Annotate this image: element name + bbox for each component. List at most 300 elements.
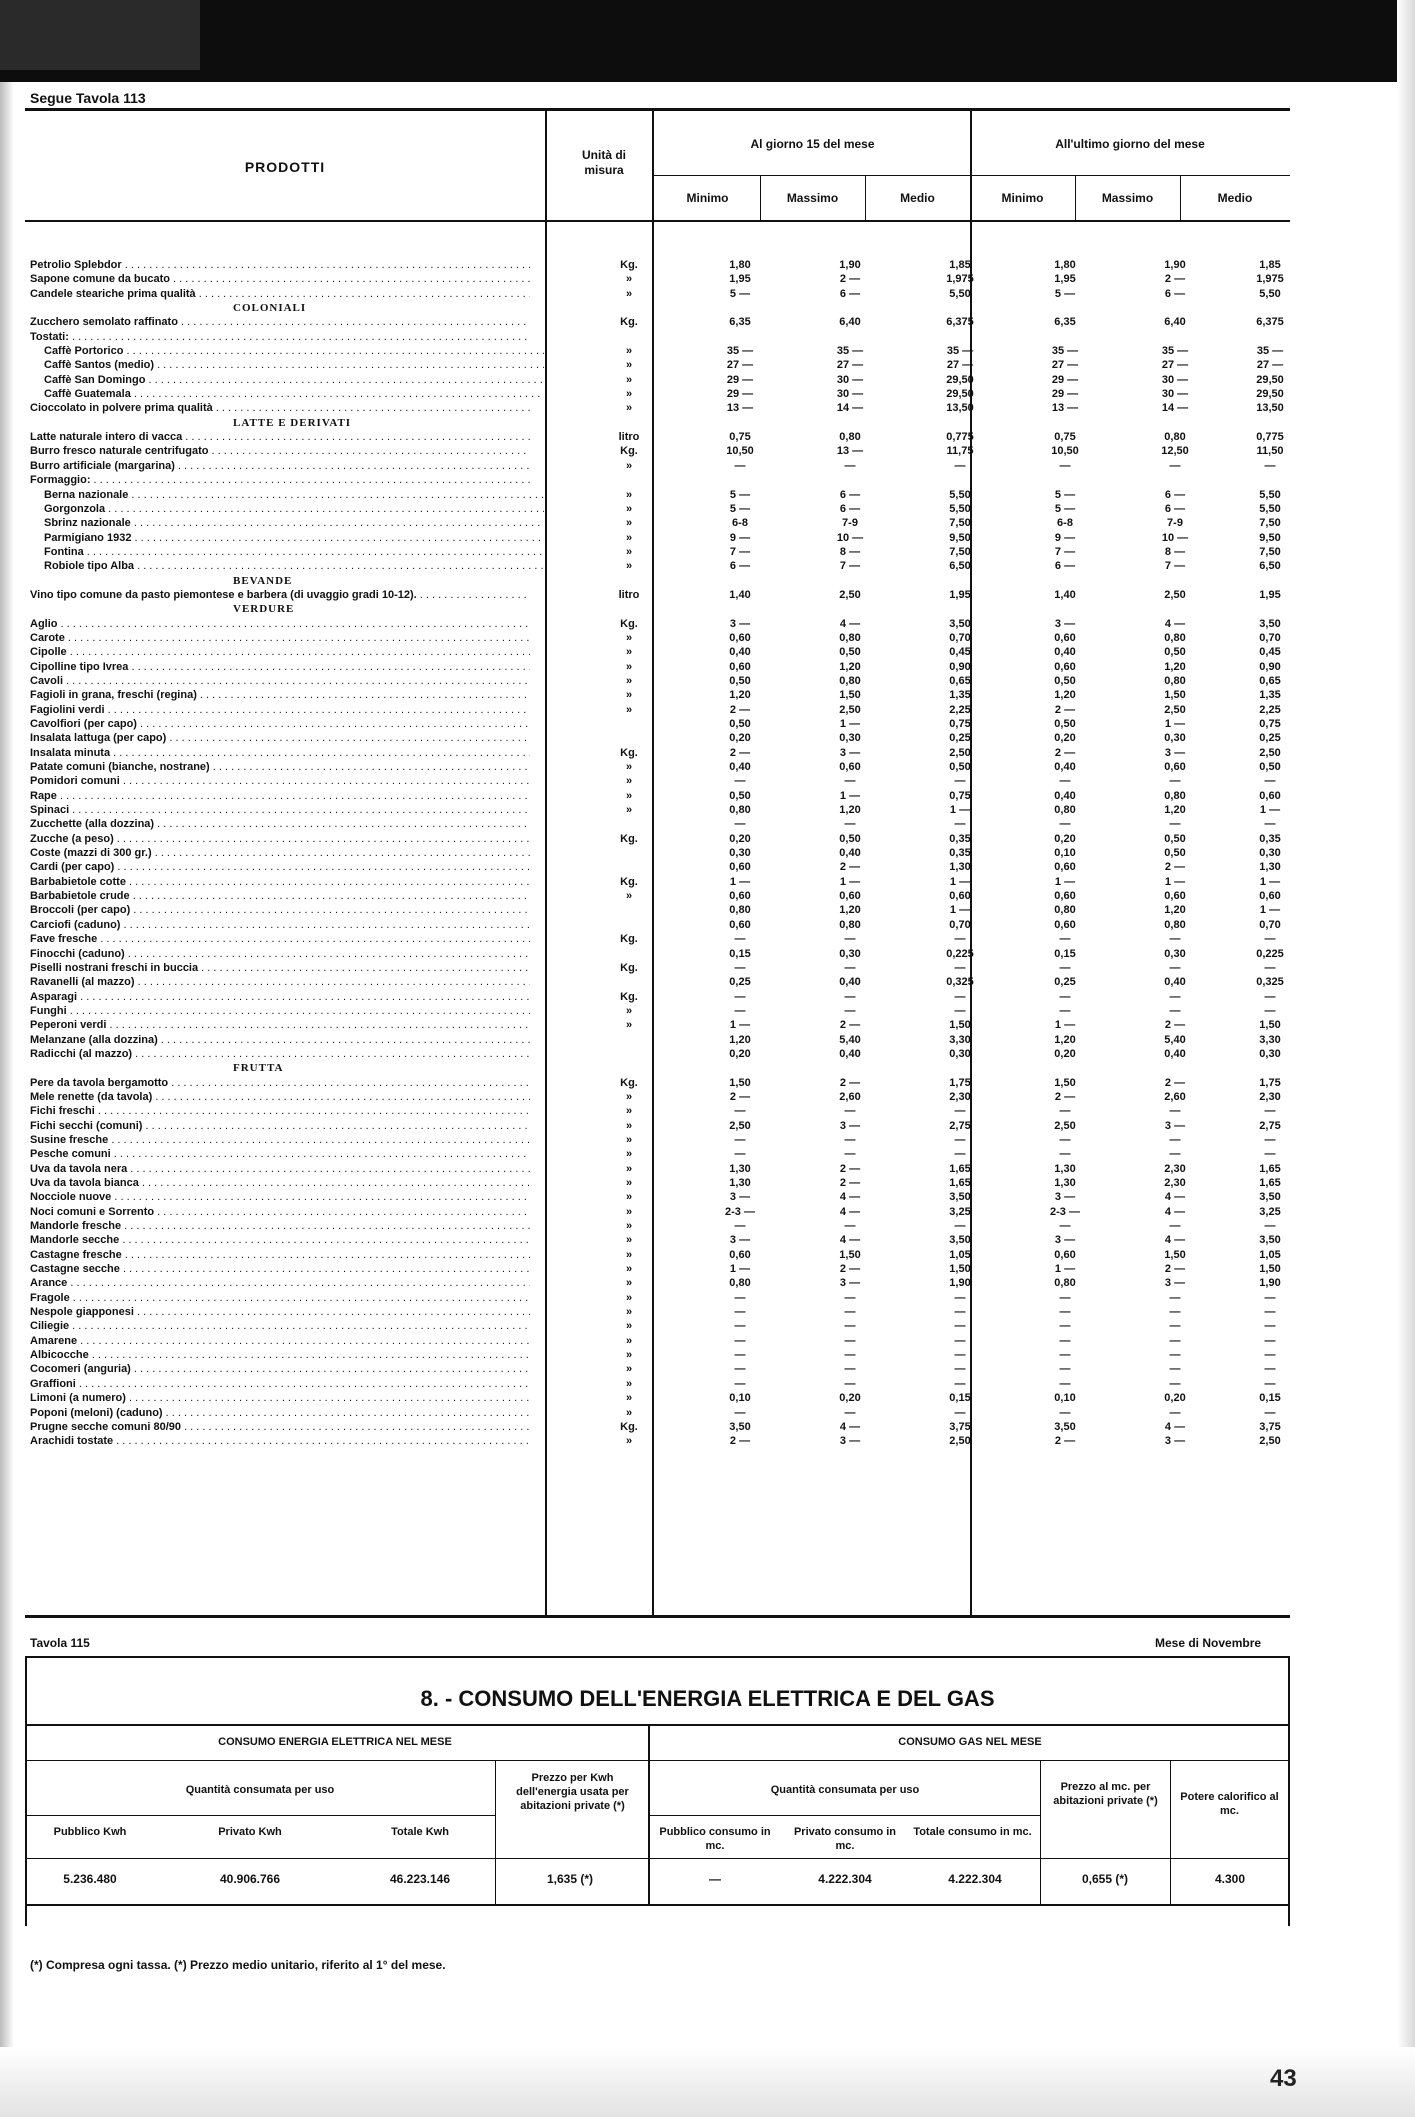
product-name: Cardi (per capo) . . .: [30, 860, 530, 874]
value-min-15: 0,25: [729, 976, 751, 989]
value-max-last: 30 —: [1161, 373, 1189, 386]
value-max-15: 3 —: [839, 1435, 861, 1448]
value-max-last: —: [1169, 933, 1181, 946]
elec-price-rule: [495, 1761, 496, 1904]
value-min-15: —: [734, 1004, 746, 1017]
value-min-last: 2 —: [1054, 746, 1076, 759]
value-min-15: 0,40: [729, 646, 751, 659]
product-name: Caffè Guatemala . . .: [30, 387, 544, 401]
table-row: [30, 746, 1292, 760]
value-avg-15: —: [954, 775, 966, 788]
elec-cols-rule: [26, 1815, 496, 1816]
product-name: Mele renette (da tavola) . . .: [30, 1090, 530, 1104]
value-min-last: 29 —: [1051, 388, 1079, 401]
value-min-last: 1,30: [1054, 1177, 1076, 1189]
value-avg-last: —: [1264, 1220, 1276, 1233]
product-name: Carote . . .: [30, 631, 530, 645]
table-row: [30, 430, 1292, 444]
product-name: Peperoni verdi . . .: [30, 1018, 530, 1032]
value-max-15: 35 —: [836, 345, 864, 358]
unit-cell: »: [625, 1105, 633, 1118]
product-name: Caffè Portorico . . .: [30, 344, 544, 358]
value-min-last: 7 —: [1054, 545, 1076, 558]
table-row: [30, 258, 1292, 272]
value-min-last: 0,20: [1054, 832, 1076, 845]
table-row: [30, 1233, 1292, 1247]
table-row: [30, 1305, 1292, 1319]
elec-value-price: 1,635 (*): [546, 1872, 594, 1886]
value-avg-15: 29,50: [946, 388, 974, 401]
value-avg-15: 1,975: [946, 273, 974, 286]
value-max-last: 35 —: [1161, 345, 1189, 358]
elec-col-public: Pubblico Kwh: [53, 1826, 127, 1838]
energy-bottom-rule: [25, 1904, 1290, 1906]
value-min-15: 2-3 —: [725, 1205, 755, 1218]
table-top-rule: [25, 108, 1290, 111]
section-heading: [30, 1061, 1292, 1075]
product-name: Nocciole nuove . . .: [30, 1190, 530, 1204]
value-min-15: —: [734, 1291, 746, 1304]
value-min-15: —: [734, 775, 746, 788]
value-max-15: 2,50: [839, 588, 861, 601]
value-max-15: 8 —: [839, 545, 861, 558]
table-row: [30, 789, 1292, 803]
value-min-last: —: [1059, 818, 1071, 831]
value-max-last: 1,20: [1164, 660, 1186, 673]
value-avg-15: 5,50: [949, 502, 971, 515]
value-max-15: 2,60: [839, 1090, 861, 1103]
table-row: [30, 1176, 1292, 1190]
unit-cell: Kg.: [620, 961, 638, 974]
unit-cell: Kg.: [620, 1420, 638, 1433]
value-max-last: 7-9: [1167, 517, 1183, 530]
value-max-last: 3 —: [1164, 1119, 1186, 1132]
unit-cell: »: [625, 502, 633, 515]
unit-cell: »: [625, 1220, 633, 1233]
product-name: Petrolio Splebdor . . .: [30, 258, 530, 272]
section-label: BEVANDE: [233, 574, 293, 587]
value-max-15: 1 —: [839, 718, 861, 730]
value-avg-15: 1,85: [949, 259, 971, 271]
product-name: Pomidori comuni . . .: [30, 774, 530, 788]
month-label: Mese di Novembre: [1155, 1636, 1262, 1650]
value-avg-15: 2,50: [949, 1435, 971, 1448]
section-label: LATTE E DERIVATI: [233, 416, 352, 429]
scan-bottom-edge: [0, 2047, 1415, 2117]
value-max-15: 4 —: [839, 1420, 861, 1433]
product-name: Fontina . . .: [30, 545, 544, 559]
value-max-15: 7-9: [842, 517, 858, 530]
value-avg-15: 0,70: [949, 918, 971, 931]
value-avg-last: 3,50: [1259, 617, 1281, 630]
table-row: [30, 516, 1292, 530]
value-avg-last: 0,70: [1259, 631, 1281, 644]
value-max-last: —: [1169, 1148, 1181, 1161]
value-min-15: 13 —: [726, 402, 754, 415]
value-max-15: 0,40: [839, 976, 861, 989]
table-bottom-rule: [25, 1615, 1290, 1618]
value-max-last: 2,60: [1164, 1090, 1186, 1103]
product-name: Burro fresco naturale centrifugato . . .: [30, 444, 530, 458]
value-min-15: —: [734, 1105, 746, 1118]
unit-cell: »: [625, 631, 633, 644]
value-avg-15: 6,50: [949, 560, 971, 573]
section-heading: [30, 301, 1292, 315]
value-min-last: 13 —: [1051, 402, 1079, 415]
energy-top-rule: [25, 1656, 1290, 1658]
table-row: [30, 1262, 1292, 1276]
elec-col-private: Privato Kwh: [218, 1826, 282, 1838]
value-avg-last: —: [1264, 1105, 1276, 1118]
unit-cell: »: [625, 1320, 633, 1333]
value-avg-last: 0,45: [1259, 646, 1281, 659]
value-avg-15: —: [954, 1334, 966, 1347]
header-min-last: Minimo: [1001, 191, 1044, 205]
value-max-15: 6 —: [839, 488, 861, 501]
value-avg-last: 0,60: [1259, 789, 1281, 802]
value-max-last: —: [1169, 1377, 1181, 1390]
product-name: Caffè San Domingo . . .: [30, 373, 544, 387]
unit-cell: »: [625, 1234, 633, 1247]
value-min-15: 0,60: [729, 890, 751, 903]
value-avg-last: —: [1264, 1406, 1276, 1419]
value-max-15: —: [844, 961, 856, 974]
value-avg-last: 2,25: [1259, 703, 1281, 716]
unit-cell: »: [625, 1019, 633, 1032]
product-name: Susine fresche . . .: [30, 1133, 530, 1147]
unit-cell: »: [625, 359, 633, 372]
table-row: [30, 975, 1292, 989]
value-min-15: 0,20: [729, 832, 751, 845]
table-row: [30, 545, 1292, 559]
product-name: Aglio . . .: [30, 617, 530, 631]
value-max-last: —: [1169, 818, 1181, 831]
value-max-15: 0,30: [839, 947, 861, 960]
value-max-15: —: [844, 1320, 856, 1333]
value-avg-15: 3,50: [949, 1191, 971, 1204]
value-max-last: 1,20: [1164, 804, 1186, 817]
value-min-15: 35 —: [726, 345, 754, 358]
value-avg-last: 11,50: [1256, 445, 1284, 458]
value-min-last: 1,20: [1054, 689, 1076, 702]
value-avg-last: 5,50: [1259, 287, 1281, 300]
value-min-last: 3,50: [1054, 1420, 1076, 1433]
product-name: Fagioli in grana, freschi (regina) . . .: [30, 688, 530, 702]
value-min-15: 2 —: [729, 746, 751, 759]
value-max-15: 2 —: [839, 861, 861, 874]
gas-value-total: 4.222.304: [948, 1872, 1002, 1886]
value-avg-last: —: [1264, 933, 1276, 946]
product-name: Cavolfiori (per capo) . . .: [30, 717, 530, 731]
table-row: [30, 703, 1292, 717]
product-name: Poponi (meloni) (caduno) . . .: [30, 1406, 530, 1420]
value-max-15: 0,80: [839, 674, 861, 687]
value-avg-15: 0,225: [946, 947, 974, 960]
value-max-15: 0,80: [839, 631, 861, 644]
value-max-15: 27 —: [836, 359, 864, 372]
table-row: [30, 444, 1292, 458]
value-max-15: —: [844, 818, 856, 831]
value-min-last: —: [1059, 1306, 1071, 1319]
value-max-15: —: [844, 775, 856, 788]
value-avg-15: —: [954, 1291, 966, 1304]
value-avg-last: 1,65: [1259, 1177, 1281, 1189]
unit-cell: »: [625, 1191, 633, 1204]
value-min-last: 10,50: [1051, 445, 1079, 458]
value-max-15: —: [844, 1133, 856, 1146]
value-min-15: 0,80: [729, 1277, 751, 1290]
unit-cell: »: [625, 775, 633, 788]
energy-subhead-rule: [25, 1760, 1290, 1761]
value-max-last: 27 —: [1161, 359, 1189, 372]
value-min-15: 7 —: [729, 545, 751, 558]
value-max-15: 2 —: [839, 1263, 861, 1276]
product-name: Mandorle secche . . .: [30, 1233, 530, 1247]
gas-value-price: 0,655 (*): [1081, 1872, 1129, 1886]
value-min-last: 6 —: [1054, 560, 1076, 573]
gas-value-private: 4.222.304: [818, 1872, 872, 1886]
header-products: PRODOTTI: [244, 159, 326, 175]
value-avg-15: —: [954, 1377, 966, 1390]
table-row: [30, 1248, 1292, 1262]
value-avg-15: 5,50: [949, 287, 971, 300]
value-avg-15: 2,50: [949, 746, 971, 759]
value-max-last: 30 —: [1161, 388, 1189, 401]
value-max-last: 1,20: [1164, 904, 1186, 917]
value-min-15: 0,60: [729, 631, 751, 644]
value-min-15: 1,50: [729, 1076, 751, 1089]
table-row: [30, 1147, 1292, 1161]
value-min-last: 9 —: [1054, 531, 1076, 544]
product-name: Barbabietole crude . . .: [30, 889, 530, 903]
value-min-last: 3 —: [1054, 1191, 1076, 1204]
value-min-last: —: [1059, 961, 1071, 974]
value-avg-last: 0,75: [1259, 718, 1281, 730]
elec-value-private: 40.906.766: [219, 1872, 281, 1886]
table-row: [30, 531, 1292, 545]
value-min-15: 1,20: [729, 689, 751, 702]
value-min-last: 1,20: [1054, 1033, 1076, 1046]
value-min-last: —: [1059, 990, 1071, 1003]
unit-cell: »: [625, 1392, 633, 1405]
unit-cell: »: [625, 1004, 633, 1017]
value-max-15: —: [844, 1377, 856, 1390]
value-max-last: 6,40: [1164, 316, 1186, 329]
table-row: [30, 1319, 1292, 1333]
value-min-15: 6,35: [729, 316, 751, 329]
value-avg-last: 0,65: [1259, 674, 1281, 687]
value-avg-15: 3,30: [949, 1033, 971, 1046]
value-max-last: 0,60: [1164, 890, 1186, 903]
product-name: Burro artificiale (margarina) . . .: [30, 459, 530, 473]
product-name: Patate comuni (bianche, nostrane) . . .: [30, 760, 530, 774]
value-min-last: 6,35: [1054, 316, 1076, 329]
value-max-15: 0,20: [839, 1392, 861, 1405]
energy-header-rule: [25, 1724, 1290, 1726]
page-number: 43: [1270, 2065, 1297, 2092]
product-name: Ravanelli (al mazzo) . . .: [30, 975, 530, 989]
table-row: [30, 488, 1292, 502]
value-avg-last: 1,90: [1259, 1277, 1281, 1290]
value-max-last: —: [1169, 1349, 1181, 1362]
table-row: [30, 588, 1292, 602]
value-min-15: 27 —: [726, 359, 754, 372]
value-max-15: 0,40: [839, 1047, 861, 1060]
value-min-last: 1,95: [1054, 273, 1076, 286]
section-heading: [30, 574, 1292, 588]
value-min-last: 0,10: [1054, 1392, 1076, 1405]
value-avg-15: —: [954, 1105, 966, 1118]
value-max-last: 3 —: [1164, 746, 1186, 759]
value-min-last: 1,50: [1054, 1076, 1076, 1089]
unit-cell: »: [625, 273, 633, 286]
table-row: [30, 918, 1292, 932]
value-avg-15: 2,30: [949, 1090, 971, 1103]
value-avg-15: 7,50: [949, 517, 971, 530]
gas-price-rule: [1040, 1761, 1041, 1904]
product-name: Sbrinz nazionale . . .: [30, 516, 544, 530]
product-name: Barbabietole cotte . . .: [30, 875, 530, 889]
unit-cell: Kg.: [620, 445, 638, 458]
value-min-15: 9 —: [729, 531, 751, 544]
value-avg-last: 3,50: [1259, 1191, 1281, 1204]
value-min-last: —: [1059, 1220, 1071, 1233]
unit-cell: »: [625, 804, 633, 817]
product-name: Radicchi (al mazzo) . . .: [30, 1047, 530, 1061]
unit-cell: Kg.: [620, 875, 638, 888]
value-avg-15: 13,50: [946, 402, 974, 415]
value-max-last: 6 —: [1164, 287, 1186, 300]
value-avg-15: 0,50: [949, 761, 971, 774]
unit-cell: Kg.: [620, 1076, 638, 1089]
value-max-15: 6 —: [839, 287, 861, 300]
value-avg-15: 0,70: [949, 631, 971, 644]
energy-footnote: (*) Compresa ogni tassa. (*) Prezzo medio unitario, riferito al 1° del mese.: [30, 1958, 446, 1972]
product-name: Mandorle fresche . . .: [30, 1219, 530, 1233]
value-avg-last: —: [1264, 1291, 1276, 1304]
value-avg-15: —: [954, 933, 966, 946]
value-avg-last: 0,325: [1256, 976, 1284, 989]
value-min-15: —: [734, 1334, 746, 1347]
value-avg-15: 35 —: [946, 345, 974, 358]
value-min-15: 1 —: [729, 875, 751, 888]
unit-cell: »: [625, 545, 633, 558]
value-min-last: —: [1059, 1148, 1071, 1161]
product-name: Zucchero semolato raffinato . . .: [30, 315, 530, 329]
value-max-last: —: [1169, 1306, 1181, 1319]
unit-cell: »: [625, 1306, 633, 1319]
value-min-last: —: [1059, 1105, 1071, 1118]
value-min-last: 5 —: [1054, 488, 1076, 501]
value-min-15: 2 —: [729, 703, 751, 716]
value-avg-last: 0,775: [1256, 431, 1284, 444]
gas-price-header: Prezzo al mc. per abitazioni private (*): [1053, 1781, 1158, 1807]
unit-cell: »: [625, 1248, 633, 1261]
value-min-last: 0,50: [1054, 674, 1076, 687]
value-avg-15: 0,60: [949, 890, 971, 903]
header-avg-last: Medio: [1217, 191, 1253, 205]
value-min-15: 1 —: [729, 1263, 751, 1276]
header-avg-15: Medio: [900, 191, 935, 205]
value-avg-15: 0,25: [949, 732, 971, 745]
table-row: [30, 846, 1292, 860]
value-max-15: 30 —: [836, 373, 864, 386]
value-max-last: 1,50: [1164, 689, 1186, 702]
table-row: [30, 803, 1292, 817]
unit-cell: »: [625, 488, 633, 501]
price-table-body: [30, 258, 1292, 1449]
value-min-last: —: [1059, 775, 1071, 788]
header-max-15: Massimo: [786, 191, 839, 205]
value-avg-last: 0,225: [1256, 947, 1284, 960]
value-max-last: 0,80: [1164, 431, 1186, 444]
value-max-15: 0,50: [839, 832, 861, 845]
value-max-15: 2,50: [839, 703, 861, 716]
gas-qty-header: Quantità consumata per uso: [770, 1784, 920, 1796]
value-min-last: 1 —: [1054, 1019, 1076, 1032]
value-avg-last: 0,60: [1259, 890, 1281, 903]
value-min-last: 1,30: [1054, 1162, 1076, 1175]
value-min-last: 0,60: [1054, 660, 1076, 673]
value-min-last: 0,60: [1054, 861, 1076, 874]
table-row: [30, 401, 1292, 415]
value-avg-15: 29,50: [946, 373, 974, 386]
value-min-last: —: [1059, 1004, 1071, 1017]
value-max-last: 1 —: [1164, 718, 1186, 730]
value-min-last: 2,50: [1054, 1119, 1076, 1132]
unit-cell: »: [625, 517, 633, 530]
value-min-last: 0,60: [1054, 890, 1076, 903]
value-max-last: 0,80: [1164, 631, 1186, 644]
value-min-15: 0,10: [729, 1392, 751, 1405]
value-min-15: 1,30: [729, 1177, 751, 1189]
value-max-last: 0,50: [1164, 832, 1186, 845]
table-row: [30, 688, 1292, 702]
value-max-15: 4 —: [839, 1191, 861, 1204]
subcol-rule-4: [1180, 176, 1181, 221]
value-max-last: 0,50: [1164, 847, 1186, 860]
value-min-last: 0,20: [1054, 1047, 1076, 1060]
value-avg-last: 2,50: [1259, 1435, 1281, 1448]
product-name: Fichi freschi . . .: [30, 1104, 530, 1118]
product-name: Coste (mazzi di 300 gr.) . . .: [30, 846, 530, 860]
value-min-last: —: [1059, 1363, 1071, 1376]
value-max-last: —: [1169, 1220, 1181, 1233]
value-avg-15: 1 —: [949, 875, 971, 888]
value-avg-last: 7,50: [1259, 545, 1281, 558]
table-row: [30, 1190, 1292, 1204]
value-min-15: —: [734, 1363, 746, 1376]
value-avg-15: 0,90: [949, 660, 971, 673]
value-max-last: 4 —: [1164, 1205, 1186, 1218]
product-name: Caffè Santos (medio) . . .: [30, 358, 544, 372]
table-row: [30, 502, 1292, 516]
subhead-rule-left: [653, 175, 970, 176]
subcol-rule-1: [760, 176, 761, 221]
value-max-15: 1,20: [839, 660, 861, 673]
product-name: Formaggio: . . .: [30, 473, 530, 487]
product-name: Zucchette (alla dozzina) . . .: [30, 817, 530, 831]
value-max-last: —: [1169, 1320, 1181, 1333]
value-min-15: —: [734, 961, 746, 974]
value-max-last: 4 —: [1164, 617, 1186, 630]
value-avg-15: —: [954, 818, 966, 831]
value-max-15: 2 —: [839, 1177, 861, 1189]
value-max-15: 10 —: [836, 531, 864, 544]
product-name: Insalata minuta . . .: [30, 746, 530, 760]
value-avg-15: —: [954, 1349, 966, 1362]
value-min-last: —: [1059, 1133, 1071, 1146]
